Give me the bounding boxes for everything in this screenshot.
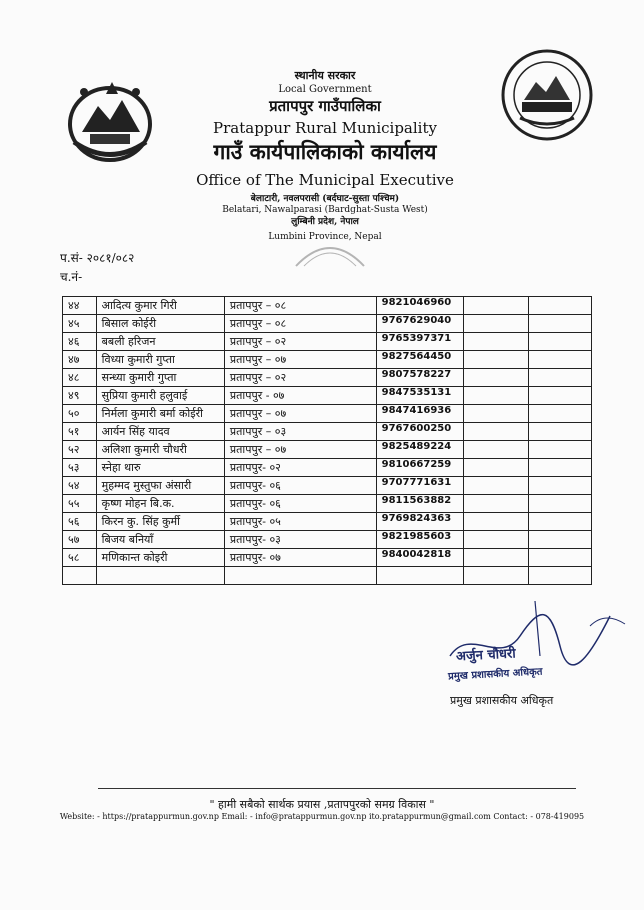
row-empty-cell xyxy=(528,351,591,369)
row-empty-cell xyxy=(528,531,591,549)
signature-stamp-title: प्रमुख प्रशासकीय अधिकृत xyxy=(447,666,543,683)
row-phone: 9765397371 xyxy=(376,333,463,351)
row-address: प्रतापपुर- ०३ xyxy=(224,531,376,549)
row-name: निर्मला कुमारी बर्मा कोईरी xyxy=(96,405,224,423)
row-serial-number: ४९ xyxy=(63,387,97,405)
row-name: सन्ध्या कुमारी गुप्ता xyxy=(96,369,224,387)
row-empty-cell xyxy=(528,495,591,513)
row-phone: 9827564450 xyxy=(376,351,463,369)
faint-office-stamp-icon xyxy=(290,226,370,272)
row-phone: 9825489224 xyxy=(376,441,463,459)
row-empty-cell xyxy=(463,495,528,513)
row-empty-cell xyxy=(463,351,528,369)
row-phone: 9767629040 xyxy=(376,315,463,333)
province-en: Lumbini Province, Nepal xyxy=(268,232,382,242)
row-phone: 9707771631 xyxy=(376,477,463,495)
row-phone xyxy=(376,567,463,585)
row-phone: 9769824363 xyxy=(376,513,463,531)
row-empty-cell xyxy=(463,315,528,333)
office-title-en: Office of The Municipal Executive xyxy=(196,171,454,189)
row-empty-cell xyxy=(528,423,591,441)
table-row xyxy=(63,567,592,585)
address-en: Belatari, Nawalparasi (Bardghat-Susta West) xyxy=(222,205,428,215)
row-empty-cell xyxy=(528,405,591,423)
row-empty-cell xyxy=(463,333,528,351)
row-address: प्रतापपुर – ०७ xyxy=(224,441,376,459)
row-phone: 9847535131 xyxy=(376,387,463,405)
reference-number: प.सं- २०८१/०८२ xyxy=(60,251,135,265)
row-address: प्रतापपुर – ०८ xyxy=(224,297,376,315)
row-empty-cell xyxy=(463,369,528,387)
row-name xyxy=(96,567,224,585)
row-serial-number: ४५ xyxy=(63,315,97,333)
row-empty-cell xyxy=(463,405,528,423)
local-government-en: Local Government xyxy=(278,84,372,95)
row-name: बिसाल कोईरी xyxy=(96,315,224,333)
row-address: प्रतापपुर – ०७ xyxy=(224,405,376,423)
table-row xyxy=(63,531,592,549)
table-row xyxy=(63,477,592,495)
row-empty-cell xyxy=(463,441,528,459)
row-address: प्रतापपुर- ०७ xyxy=(224,549,376,567)
row-empty-cell xyxy=(528,477,591,495)
row-serial-number: ५० xyxy=(63,405,97,423)
row-phone: 9847416936 xyxy=(376,405,463,423)
row-empty-cell xyxy=(463,477,528,495)
table-row xyxy=(63,441,592,459)
beneficiary-table xyxy=(62,296,592,585)
row-serial-number: ५५ xyxy=(63,495,97,513)
row-name: मणिकान्त कोइरी xyxy=(96,549,224,567)
address-np: बेलाटारी, नवलपरासी (बर्दघाट-सुस्ता पश्चिम) xyxy=(250,194,400,204)
table-row xyxy=(63,495,592,513)
row-serial-number: ४४ xyxy=(63,297,97,315)
row-phone: 9821985603 xyxy=(376,531,463,549)
row-name: मुहम्मद मुस्तुफा अंसारी xyxy=(96,477,224,495)
nepal-emblem-icon xyxy=(60,72,160,172)
row-address: प्रतापपुर – ०२ xyxy=(224,369,376,387)
row-address: प्रतापपुर- ०६ xyxy=(224,495,376,513)
local-government-np: स्थानीय सरकार xyxy=(294,69,356,82)
row-empty-cell xyxy=(528,315,591,333)
office-title-np: गाउँ कार्यपालिकाको कार्यालय xyxy=(213,139,437,164)
municipality-name-np: प्रतापपुर गाउँपालिका xyxy=(269,97,381,115)
row-empty-cell xyxy=(463,513,528,531)
row-serial-number: ४८ xyxy=(63,369,97,387)
table-row xyxy=(63,405,592,423)
row-address: प्रतापपुर- ०६ xyxy=(224,477,376,495)
row-empty-cell xyxy=(528,459,591,477)
row-phone: 9810667259 xyxy=(376,459,463,477)
table-row xyxy=(63,459,592,477)
row-serial-number: ५४ xyxy=(63,477,97,495)
row-name: किरन कु. सिंह कुर्मी xyxy=(96,513,224,531)
row-serial-number: ४६ xyxy=(63,333,97,351)
municipality-name-en: Pratappur Rural Municipality xyxy=(213,119,437,137)
table-row xyxy=(63,333,592,351)
row-phone: 9840042818 xyxy=(376,549,463,567)
table-row xyxy=(63,351,592,369)
footer-divider xyxy=(98,788,576,789)
row-empty-cell xyxy=(463,567,528,585)
table-row xyxy=(63,369,592,387)
table-row xyxy=(63,387,592,405)
row-phone: 9807578227 xyxy=(376,369,463,387)
row-address: प्रतापपुर - ०७ xyxy=(224,387,376,405)
footer-slogan: " हामी सबैको सार्थक प्रयास ,प्रतापपुरको समग्र विकास " xyxy=(209,798,435,811)
row-empty-cell xyxy=(463,423,528,441)
row-serial-number: ५६ xyxy=(63,513,97,531)
row-name: आर्यन सिंह यादव xyxy=(96,423,224,441)
row-name: स्नेहा थारु xyxy=(96,459,224,477)
row-address: प्रतापपुर- ०५ xyxy=(224,513,376,531)
row-empty-cell xyxy=(528,333,591,351)
row-empty-cell xyxy=(463,459,528,477)
row-empty-cell xyxy=(528,513,591,531)
row-name: बबली हरिजन xyxy=(96,333,224,351)
table-row xyxy=(63,513,592,531)
row-address xyxy=(224,567,376,585)
row-empty-cell xyxy=(463,549,528,567)
row-empty-cell xyxy=(463,297,528,315)
row-empty-cell xyxy=(463,531,528,549)
row-address: प्रतापपुर – ०२ xyxy=(224,333,376,351)
table-row xyxy=(63,315,592,333)
row-phone: 9767600250 xyxy=(376,423,463,441)
row-serial-number: ५८ xyxy=(63,549,97,567)
municipality-seal-icon xyxy=(500,48,594,142)
row-address: प्रतापपुर – ०३ xyxy=(224,423,376,441)
footer-contact: Website: - https://pratappurmun.gov.np Email: - info@pratappurmun.gov.np ito.pratappurmun@gmail.com Contact: - 078-419095 xyxy=(59,812,585,821)
row-serial-number xyxy=(63,567,97,585)
row-phone: 9811563882 xyxy=(376,495,463,513)
signature-stamp-name: अर्जुन चौधरी xyxy=(455,646,517,665)
row-serial-number: ४७ xyxy=(63,351,97,369)
row-phone: 9821046960 xyxy=(376,297,463,315)
row-empty-cell xyxy=(528,369,591,387)
row-empty-cell xyxy=(528,441,591,459)
row-empty-cell xyxy=(528,549,591,567)
row-serial-number: ५१ xyxy=(63,423,97,441)
row-serial-number: ५७ xyxy=(63,531,97,549)
row-name: बिजय बनियाँ xyxy=(96,531,224,549)
table-row xyxy=(63,423,592,441)
row-name: कृष्ण मोहन बि.क. xyxy=(96,495,224,513)
dispatch-number: च.नं- xyxy=(60,270,83,284)
row-name: आदित्य कुमार गिरी xyxy=(96,297,224,315)
row-name: विध्या कुमारी गुप्ता xyxy=(96,351,224,369)
signatory-title: प्रमुख प्रशासकीय अधिकृत xyxy=(450,694,554,707)
row-address: प्रतापपुर- ०२ xyxy=(224,459,376,477)
row-address: प्रतापपुर – ०८ xyxy=(224,315,376,333)
row-address: प्रतापपुर – ०७ xyxy=(224,351,376,369)
row-empty-cell xyxy=(528,567,591,585)
row-empty-cell xyxy=(528,387,591,405)
row-serial-number: ५३ xyxy=(63,459,97,477)
row-empty-cell xyxy=(528,297,591,315)
row-name: अलिशा कुमारी चौधरी xyxy=(96,441,224,459)
province-np: लुम्बिनी प्रदेश, नेपाल xyxy=(291,217,359,227)
table-row xyxy=(63,549,592,567)
table-row xyxy=(63,297,592,315)
row-empty-cell xyxy=(463,387,528,405)
row-serial-number: ५२ xyxy=(63,441,97,459)
row-name: सुप्रिया कुमारी हलुवाई xyxy=(96,387,224,405)
